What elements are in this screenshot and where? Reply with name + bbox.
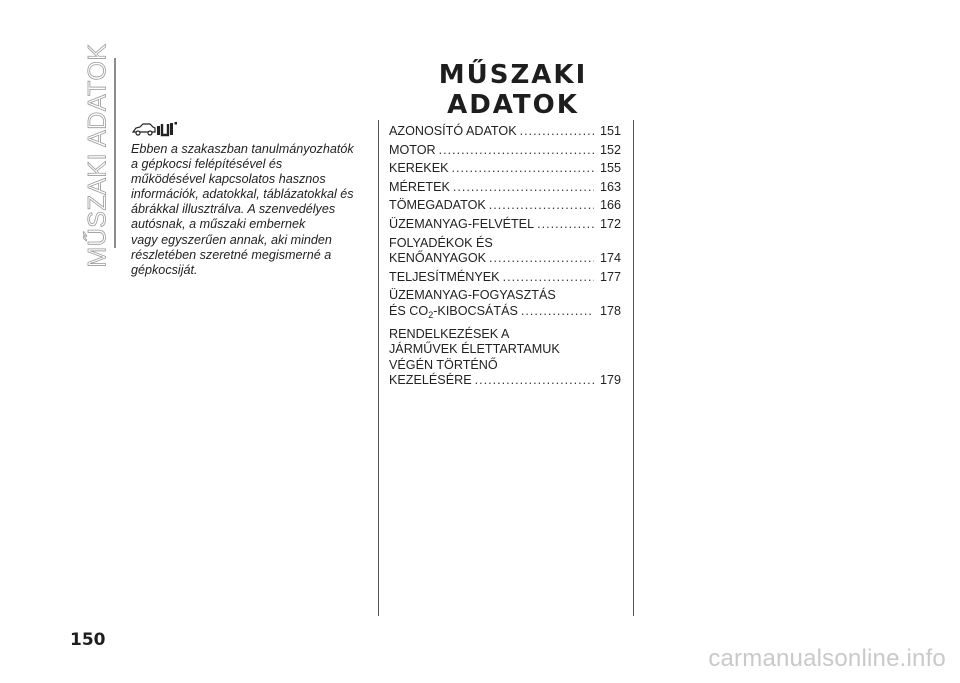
toc-entry-title: ÉS $CO_2$-KIBOCSÁTÁS [389, 303, 518, 320]
toc-dot-leader [489, 198, 594, 214]
toc-page-number: 177 [599, 269, 621, 284]
toc-dot-leader [503, 270, 594, 286]
toc-entry-title: TELJESÍTMÉNYEK [389, 269, 500, 284]
side-section-label: MŰSZAKI ADATOK [83, 42, 112, 268]
side-tab-rule [114, 58, 116, 248]
toc-entry[interactable] [389, 270, 621, 286]
toc-dot-leader [489, 251, 594, 267]
page-title: MŰSZAKI ADATOK [438, 60, 588, 120]
intro-paragraph [131, 142, 371, 278]
intro-line: információk, adatokkal, táblázatokkal és [131, 187, 354, 202]
toc-entry-title: AZONOSÍTÓ ADATOK [389, 124, 517, 138]
intro-line: Ebben a szakaszban tanulmányozhatók [131, 142, 354, 156]
intro-line: ábrákkal illusztrálva. A szenvedélyes [131, 202, 336, 217]
toc-page-number: 155 [599, 161, 621, 176]
toc-entry-title: KENŐANYAGOK [389, 251, 487, 266]
toc-entry-title-line: FOLYADÉKOK ÉS [389, 235, 493, 250]
toc-entry[interactable] [389, 124, 621, 140]
intro-line: részletében szeretné megismerné a [131, 247, 332, 262]
toc-entry[interactable] [389, 198, 621, 214]
toc-entry-title: MOTOR [389, 142, 436, 157]
toc-entry-title-line: ÜZEMANYAG-FOGYASZTÁS [389, 288, 556, 303]
column-divider-left [378, 120, 379, 616]
toc-entry-title-line: JÁRMŰVEK ÉLETTARTAMUK [389, 342, 560, 357]
intro-line: vagy egyszerűen annak, aki minden [131, 232, 332, 247]
intro-line: működésével kapcsolatos hasznos [131, 172, 326, 187]
toc-entry-title: ÜZEMANYAG-FELVÉTEL [389, 216, 535, 231]
toc-entry[interactable] [389, 288, 621, 323]
toc-dot-leader [537, 217, 594, 233]
side-section-tab [78, 42, 118, 268]
toc-entry[interactable] [389, 236, 621, 267]
toc-entry[interactable] [389, 180, 621, 196]
intro-line: autósnak, a műszaki embernek [131, 217, 306, 232]
toc-entry[interactable] [389, 327, 621, 389]
toc-entry[interactable] [389, 161, 621, 177]
toc-page-number: 152 [599, 142, 621, 157]
page-number: 150 [70, 630, 106, 650]
car-service-icon [132, 121, 178, 137]
toc-entry-title: KEREKEK [389, 161, 449, 176]
toc-page-number: 163 [599, 179, 621, 194]
toc-entry[interactable] [389, 143, 621, 159]
toc-page-number: 172 [599, 216, 621, 231]
intro-line: a gépkocsi felépítésével és [131, 157, 283, 172]
column-divider-right [633, 120, 634, 616]
toc-page-number: 178 [599, 303, 621, 318]
toc-dot-leader [520, 124, 594, 140]
toc-entry-title: TÖMEGADATOK [389, 198, 486, 213]
toc-dot-leader [439, 143, 594, 159]
toc-page-number: 151 [599, 124, 621, 138]
table-of-contents [389, 124, 621, 392]
toc-entry[interactable] [389, 217, 621, 233]
toc-page-number: 174 [599, 251, 621, 266]
toc-entry-title: MÉRETEK [389, 179, 450, 194]
toc-entry-title-line: RENDELKEZÉSEK A [389, 326, 510, 341]
toc-page-number: 179 [599, 373, 621, 388]
intro-line: gépkocsiját. [131, 262, 198, 277]
toc-dot-leader [475, 373, 594, 389]
toc-entry-title: KEZELÉSÉRE [389, 373, 472, 388]
toc-page-number: 166 [599, 198, 621, 213]
toc-entry-title-line: VÉGÉN TÖRTÉNŐ [389, 357, 498, 372]
watermark: carmanualsonline.info [708, 645, 946, 672]
toc-dot-leader [452, 161, 595, 177]
toc-dot-leader [521, 304, 594, 320]
toc-dot-leader [453, 180, 594, 196]
